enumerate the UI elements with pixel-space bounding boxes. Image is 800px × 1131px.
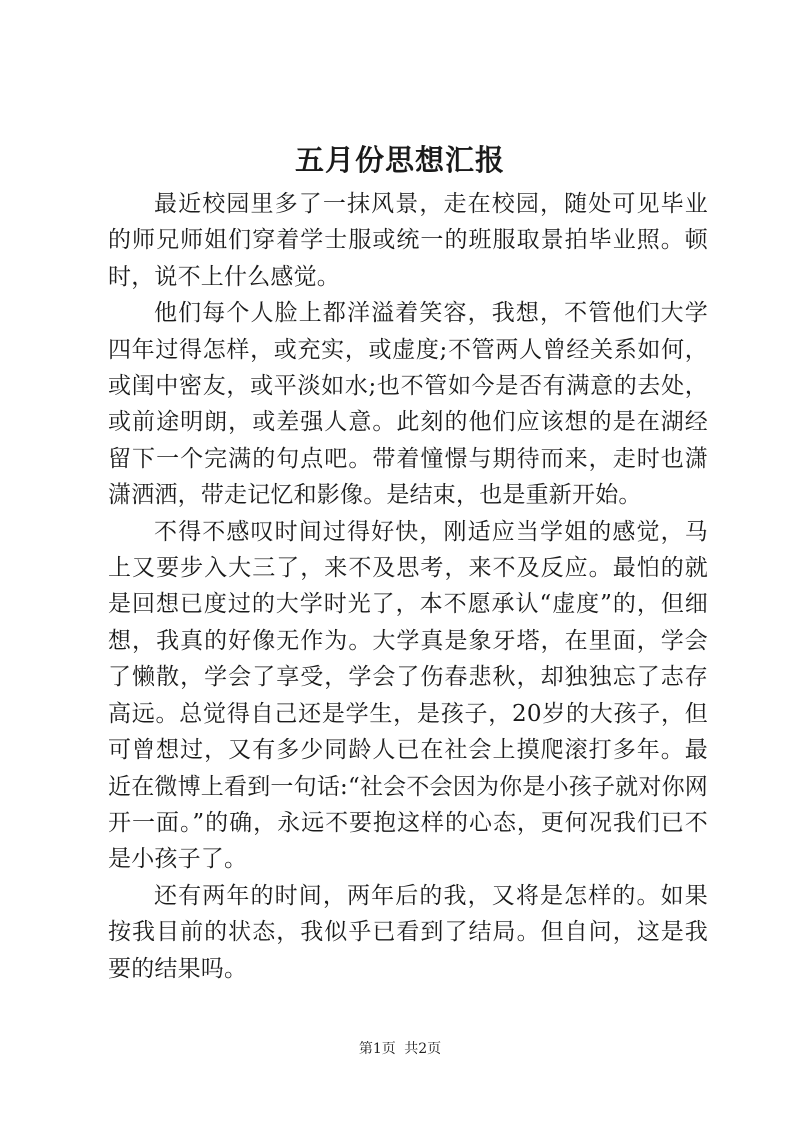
page-number-current: 第1页 — [358, 1041, 396, 1057]
document-body — [108, 186, 708, 987]
paragraph-2: 他们每个人脸上都洋溢着笑容，我想，不管他们大学四年过得怎样，或充实，或虚度;不管两人曾经关系如何，或闺中密友，或平淡如水;也不管如今是否有满意的去处，或前途明朗，或差强人意。此刻的他们应该想的是在湖经留下一个完满的句点吧。带着憧憬与期待而来，走时也潇潇洒洒，带走记忆和影像。是结束，也是重新开始。 — [108, 300, 708, 509]
page-number-total: 共2页 — [404, 1041, 442, 1057]
page-footer — [0, 1040, 800, 1058]
paragraph-1: 最近校园里多了一抹风景，走在校园，随处可见毕业的师兄师姐们穿着学士服或统一的班服取景拍毕业照。顿时，说不上什么感觉。 — [108, 191, 708, 290]
paragraph-3: 不得不感叹时间过得好快，刚适应当学姐的感觉，马上又要步入大三了，来不及思考，来不及反应。最怕的就是回想已度过的大学时光了，本不愿承认“虚度”的，但细想，我真的好像无作为。大学真是象牙塔，在里面，学会了懒散，学会了享受，学会了伤春悲秋，却独独忘了志存高远。总觉得自己还是学生，是孩子，20岁的大孩子，但可曾想过，又有多少同龄人已在社会上摸爬滚打多年。最近在微博上看到一句话:“社会不会因为你是小孩子就对你网开一面。”的确，永远不要抱这样的心态，更何况我们已不是小孩子了。 — [108, 518, 708, 873]
paragraph-4: 还有两年的时间，两年后的我，又将是怎样的。如果按我目前的状态，我似乎已看到了结局。但自问，这是我要的结果吗。 — [108, 882, 708, 982]
document-title: 五月份思想汇报 — [294, 143, 505, 177]
